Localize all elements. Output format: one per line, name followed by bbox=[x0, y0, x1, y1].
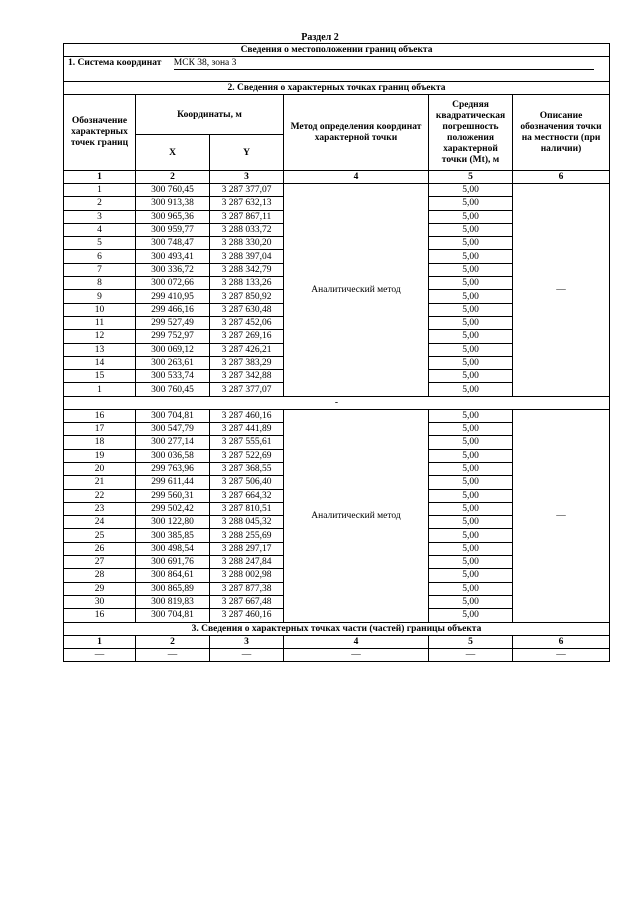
coord-y: 3 287 452,06 bbox=[210, 316, 284, 329]
coord-x: 300 704,81 bbox=[136, 609, 210, 622]
error-value: 5,00 bbox=[429, 263, 513, 276]
coord-y: 3 287 377,07 bbox=[210, 184, 284, 197]
col-number: 2 bbox=[136, 635, 210, 648]
error-value: 5,00 bbox=[429, 356, 513, 369]
coord-x: 299 763,96 bbox=[136, 462, 210, 475]
coord-y: 3 287 810,51 bbox=[210, 502, 284, 515]
column-numbers-row bbox=[64, 171, 610, 184]
point-number: 11 bbox=[64, 316, 136, 329]
error-value: 5,00 bbox=[429, 529, 513, 542]
coord-x: 299 611,44 bbox=[136, 476, 210, 489]
error-value: 5,00 bbox=[429, 197, 513, 210]
empty-cell: — bbox=[429, 648, 513, 661]
coord-x: 300 913,38 bbox=[136, 197, 210, 210]
error-value: 5,00 bbox=[429, 237, 513, 250]
coord-x: 300 533,74 bbox=[136, 370, 210, 383]
coord-system-row bbox=[64, 57, 610, 82]
coord-y: 3 287 342,88 bbox=[210, 370, 284, 383]
header-row-1 bbox=[64, 95, 610, 135]
point-number: 8 bbox=[64, 277, 136, 290]
header-point: Обозначение характерных точек границ bbox=[64, 95, 136, 171]
header-x: X bbox=[136, 135, 210, 171]
empty-cell: — bbox=[513, 648, 610, 661]
coord-y: 3 287 506,40 bbox=[210, 476, 284, 489]
error-value: 5,00 bbox=[429, 609, 513, 622]
col-number: 3 bbox=[210, 171, 284, 184]
table-row bbox=[64, 184, 610, 197]
error-value: 5,00 bbox=[429, 542, 513, 555]
coord-x: 300 748,47 bbox=[136, 237, 210, 250]
error-value: 5,00 bbox=[429, 303, 513, 316]
coord-x: 300 122,80 bbox=[136, 516, 210, 529]
coord-x: 300 277,14 bbox=[136, 436, 210, 449]
coord-y: 3 288 330,20 bbox=[210, 237, 284, 250]
point-number: 27 bbox=[64, 556, 136, 569]
empty-cell: — bbox=[64, 648, 136, 661]
error-value: 5,00 bbox=[429, 223, 513, 236]
point-number: 6 bbox=[64, 250, 136, 263]
coord-y: 3 287 426,21 bbox=[210, 343, 284, 356]
coord-y: 3 287 368,55 bbox=[210, 462, 284, 475]
coord-y: 3 287 383,29 bbox=[210, 356, 284, 369]
coord-y: 3 287 632,13 bbox=[210, 197, 284, 210]
coord-y: 3 287 460,16 bbox=[210, 409, 284, 422]
contour-separator-row bbox=[64, 396, 610, 409]
error-value: 5,00 bbox=[429, 383, 513, 396]
point-number: 10 bbox=[64, 303, 136, 316]
error-value: 5,00 bbox=[429, 502, 513, 515]
coord-y: 3 287 867,11 bbox=[210, 210, 284, 223]
error-value: 5,00 bbox=[429, 489, 513, 502]
coord-x: 299 502,42 bbox=[136, 502, 210, 515]
coord-x: 299 466,16 bbox=[136, 303, 210, 316]
coord-x: 300 547,79 bbox=[136, 423, 210, 436]
coord-y: 3 288 133,26 bbox=[210, 277, 284, 290]
col-number: 5 bbox=[429, 635, 513, 648]
point-number: 24 bbox=[64, 516, 136, 529]
point-number: 16 bbox=[64, 409, 136, 422]
error-value: 5,00 bbox=[429, 210, 513, 223]
coord-y: 3 288 033,72 bbox=[210, 223, 284, 236]
col-number: 4 bbox=[284, 171, 429, 184]
error-value: 5,00 bbox=[429, 436, 513, 449]
error-value: 5,00 bbox=[429, 582, 513, 595]
coord-x: 300 864,61 bbox=[136, 569, 210, 582]
point-number: 7 bbox=[64, 263, 136, 276]
point-number: 14 bbox=[64, 356, 136, 369]
error-value: 5,00 bbox=[429, 409, 513, 422]
block1-title-row bbox=[64, 44, 610, 57]
point-number: 3 bbox=[64, 210, 136, 223]
coord-y: 3 287 850,92 bbox=[210, 290, 284, 303]
point-number: 21 bbox=[64, 476, 136, 489]
error-value: 5,00 bbox=[429, 184, 513, 197]
header-y: Y bbox=[210, 135, 284, 171]
point-number: 28 bbox=[64, 569, 136, 582]
error-value: 5,00 bbox=[429, 569, 513, 582]
coord-y: 3 287 630,48 bbox=[210, 303, 284, 316]
col-number: 4 bbox=[284, 635, 429, 648]
error-value: 5,00 bbox=[429, 462, 513, 475]
error-value: 5,00 bbox=[429, 516, 513, 529]
coord-x: 300 691,76 bbox=[136, 556, 210, 569]
error-value: 5,00 bbox=[429, 343, 513, 356]
col-number: 6 bbox=[513, 171, 610, 184]
description-cell: — bbox=[513, 409, 610, 622]
point-number: 9 bbox=[64, 290, 136, 303]
boundary-table bbox=[63, 43, 610, 662]
block3-title: 3. Сведения о характерных точках части (частей) границы объекта bbox=[64, 622, 610, 635]
empty-cell: — bbox=[136, 648, 210, 661]
description-cell: — bbox=[513, 184, 610, 397]
col-number: 1 bbox=[64, 635, 136, 648]
point-number: 5 bbox=[64, 237, 136, 250]
point-number: 1 bbox=[64, 184, 136, 197]
coord-system-value: МСК 38, зона 3 bbox=[174, 57, 594, 70]
point-number: 2 bbox=[64, 197, 136, 210]
header-coords: Координаты, м bbox=[136, 95, 284, 135]
coord-x: 300 865,89 bbox=[136, 582, 210, 595]
coord-y: 3 287 269,16 bbox=[210, 330, 284, 343]
coord-y: 3 288 045,32 bbox=[210, 516, 284, 529]
coord-x: 300 498,54 bbox=[136, 542, 210, 555]
coord-y: 3 287 664,32 bbox=[210, 489, 284, 502]
coord-x: 300 704,81 bbox=[136, 409, 210, 422]
point-number: 1 bbox=[64, 383, 136, 396]
coord-y: 3 288 247,84 bbox=[210, 556, 284, 569]
coord-x: 300 385,85 bbox=[136, 529, 210, 542]
block2-title-row bbox=[64, 82, 610, 95]
coord-y: 3 287 877,38 bbox=[210, 582, 284, 595]
coord-x: 300 263,61 bbox=[136, 356, 210, 369]
table-row bbox=[64, 409, 610, 422]
block3-column-numbers-row bbox=[64, 635, 610, 648]
method-cell: Аналитический метод bbox=[284, 184, 429, 397]
point-number: 18 bbox=[64, 436, 136, 449]
coord-x: 300 819,83 bbox=[136, 595, 210, 608]
col-number: 1 bbox=[64, 171, 136, 184]
error-value: 5,00 bbox=[429, 595, 513, 608]
point-number: 20 bbox=[64, 462, 136, 475]
empty-cell: — bbox=[284, 648, 429, 661]
error-value: 5,00 bbox=[429, 476, 513, 489]
coord-y: 3 287 460,16 bbox=[210, 609, 284, 622]
header-error: Средняя квадратическая погрешность положения характерной точки (Мt), м bbox=[429, 95, 513, 171]
col-number: 2 bbox=[136, 171, 210, 184]
coord-y: 3 287 667,48 bbox=[210, 595, 284, 608]
coord-system-label: 1. Система координат bbox=[68, 58, 162, 68]
point-number: 22 bbox=[64, 489, 136, 502]
block2-title: 2. Сведения о характерных точках границ объекта bbox=[64, 82, 610, 95]
coord-y: 3 287 377,07 bbox=[210, 383, 284, 396]
block3-title-row bbox=[64, 622, 610, 635]
point-number: 13 bbox=[64, 343, 136, 356]
page-title: Раздел 2 bbox=[301, 32, 339, 43]
coord-x: 300 760,45 bbox=[136, 383, 210, 396]
coord-y: 3 287 522,69 bbox=[210, 449, 284, 462]
header-description: Описание обозначения точки на местности (при наличии) bbox=[513, 95, 610, 171]
point-number: 15 bbox=[64, 370, 136, 383]
point-number: 23 bbox=[64, 502, 136, 515]
error-value: 5,00 bbox=[429, 449, 513, 462]
error-value: 5,00 bbox=[429, 330, 513, 343]
coord-x: 300 965,36 bbox=[136, 210, 210, 223]
error-value: 5,00 bbox=[429, 316, 513, 329]
header-method: Метод определения координат характерной точки bbox=[284, 95, 429, 171]
error-value: 5,00 bbox=[429, 370, 513, 383]
block3-empty-row bbox=[64, 648, 610, 661]
point-number: 12 bbox=[64, 330, 136, 343]
contour-separator: - bbox=[64, 396, 610, 409]
coord-x: 300 493,41 bbox=[136, 250, 210, 263]
point-number: 17 bbox=[64, 423, 136, 436]
coord-y: 3 288 342,79 bbox=[210, 263, 284, 276]
error-value: 5,00 bbox=[429, 290, 513, 303]
coord-y: 3 288 397,04 bbox=[210, 250, 284, 263]
point-number: 25 bbox=[64, 529, 136, 542]
point-number: 16 bbox=[64, 609, 136, 622]
point-number: 29 bbox=[64, 582, 136, 595]
error-value: 5,00 bbox=[429, 423, 513, 436]
coord-y: 3 288 255,69 bbox=[210, 529, 284, 542]
col-number: 3 bbox=[210, 635, 284, 648]
point-number: 30 bbox=[64, 595, 136, 608]
empty-cell: — bbox=[210, 648, 284, 661]
col-number: 5 bbox=[429, 171, 513, 184]
coord-x: 300 959,77 bbox=[136, 223, 210, 236]
point-number: 19 bbox=[64, 449, 136, 462]
coord-x: 299 752,97 bbox=[136, 330, 210, 343]
coord-x: 299 410,95 bbox=[136, 290, 210, 303]
coord-x: 300 760,45 bbox=[136, 184, 210, 197]
coord-y: 3 288 297,17 bbox=[210, 542, 284, 555]
coord-x: 299 560,31 bbox=[136, 489, 210, 502]
error-value: 5,00 bbox=[429, 250, 513, 263]
method-cell: Аналитический метод bbox=[284, 409, 429, 622]
coord-y: 3 288 002,98 bbox=[210, 569, 284, 582]
point-number: 4 bbox=[64, 223, 136, 236]
error-value: 5,00 bbox=[429, 556, 513, 569]
coord-x: 300 036,58 bbox=[136, 449, 210, 462]
coord-y: 3 287 441,89 bbox=[210, 423, 284, 436]
coord-x: 300 069,12 bbox=[136, 343, 210, 356]
block1-title: Сведения о местоположении границ объекта bbox=[64, 44, 610, 57]
point-number: 26 bbox=[64, 542, 136, 555]
error-value: 5,00 bbox=[429, 277, 513, 290]
coord-x: 300 072,66 bbox=[136, 277, 210, 290]
coord-x: 300 336,72 bbox=[136, 263, 210, 276]
coord-y: 3 287 555,61 bbox=[210, 436, 284, 449]
coord-x: 299 527,49 bbox=[136, 316, 210, 329]
col-number: 6 bbox=[513, 635, 610, 648]
